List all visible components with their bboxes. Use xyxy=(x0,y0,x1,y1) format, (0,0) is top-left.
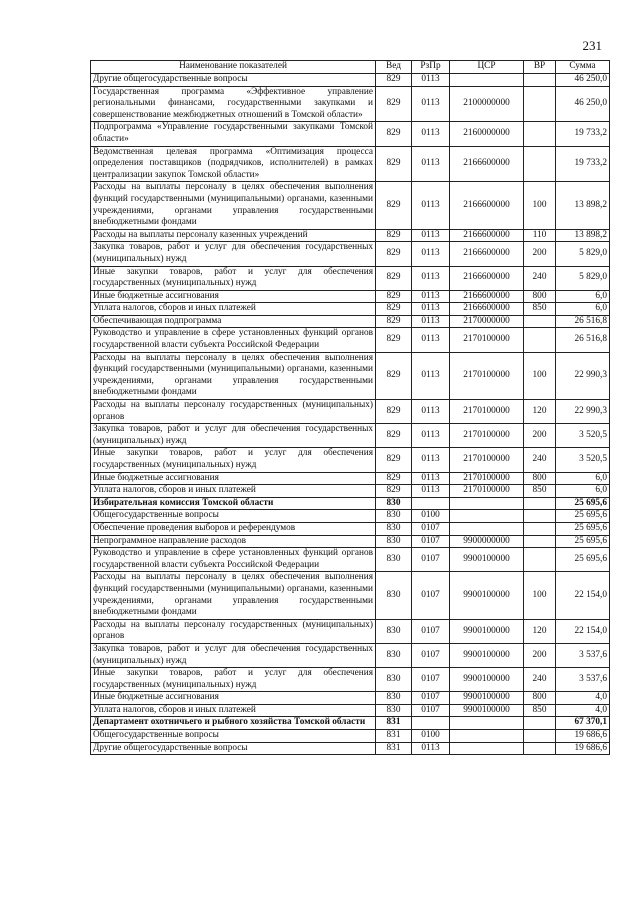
cell-sum: 25 695,6 xyxy=(556,522,610,535)
cell-vr xyxy=(524,730,556,743)
cell-name: Уплата налогов, сборов и иных платежей xyxy=(91,704,376,717)
cell-vr: 800 xyxy=(524,692,556,705)
cell-vr: 100 xyxy=(524,182,556,229)
cell-rzpr xyxy=(412,497,450,510)
cell-ved: 831 xyxy=(376,717,412,730)
cell-rzpr: 0113 xyxy=(412,448,450,472)
cell-rzpr: 0113 xyxy=(412,303,450,316)
table-row xyxy=(91,522,610,535)
cell-csr: 2166600000 xyxy=(450,303,524,316)
cell-name: Государственная программа «Эффективное управление региональными финансами, государственными закупками и совершенствование межбюджетных отношений в Томской области» xyxy=(91,86,376,122)
cell-csr: 2170100000 xyxy=(450,448,524,472)
cell-rzpr: 0113 xyxy=(412,352,450,399)
cell-rzpr: 0100 xyxy=(412,510,450,523)
cell-ved: 830 xyxy=(376,643,412,667)
cell-csr: 9900100000 xyxy=(450,692,524,705)
cell-vr: 120 xyxy=(524,400,556,424)
cell-csr: 2170100000 xyxy=(450,472,524,485)
table-row xyxy=(91,229,610,242)
cell-ved: 830 xyxy=(376,572,412,619)
cell-rzpr: 0113 xyxy=(412,242,450,266)
cell-vr: 850 xyxy=(524,704,556,717)
cell-vr: 240 xyxy=(524,448,556,472)
table-row xyxy=(91,572,610,619)
cell-sum: 5 829,0 xyxy=(556,266,610,290)
cell-ved: 831 xyxy=(376,742,412,755)
cell-name: Общегосударственные вопросы xyxy=(91,510,376,523)
column-header-name: Наименование показателей xyxy=(91,61,376,74)
budget-table xyxy=(90,60,610,755)
cell-name: Обеспечивающая подпрограмма xyxy=(91,315,376,328)
cell-sum: 26 516,8 xyxy=(556,315,610,328)
cell-ved: 829 xyxy=(376,472,412,485)
cell-name: Закупка товаров, работ и услуг для обеспечения государственных (муниципальных) нужд xyxy=(91,643,376,667)
cell-name: Иные бюджетные ассигнования xyxy=(91,290,376,303)
cell-vr xyxy=(524,522,556,535)
cell-csr: 2100000000 xyxy=(450,86,524,122)
table-row xyxy=(91,146,610,182)
cell-rzpr: 0113 xyxy=(412,315,450,328)
cell-ved: 831 xyxy=(376,730,412,743)
cell-sum: 3 520,5 xyxy=(556,448,610,472)
cell-sum: 22 154,0 xyxy=(556,619,610,643)
table-row xyxy=(91,619,610,643)
cell-ved: 830 xyxy=(376,522,412,535)
page-number: 231 xyxy=(582,38,602,53)
cell-rzpr: 0113 xyxy=(412,742,450,755)
cell-rzpr: 0113 xyxy=(412,328,450,352)
cell-ved: 829 xyxy=(376,315,412,328)
cell-ved: 829 xyxy=(376,146,412,182)
cell-ved: 830 xyxy=(376,548,412,572)
cell-name: Руководство и управление в сфере установленных функций органов государственной власти субъекта Российской Федерации xyxy=(91,328,376,352)
cell-rzpr: 0107 xyxy=(412,522,450,535)
cell-sum: 3 537,6 xyxy=(556,668,610,692)
cell-ved: 830 xyxy=(376,497,412,510)
column-header-sum: Сумма xyxy=(556,61,610,74)
table-row xyxy=(91,315,610,328)
cell-rzpr: 0107 xyxy=(412,692,450,705)
table-row xyxy=(91,692,610,705)
cell-csr: 9900100000 xyxy=(450,548,524,572)
cell-csr: 2160000000 xyxy=(450,122,524,146)
cell-sum: 19 686,6 xyxy=(556,742,610,755)
cell-rzpr: 0113 xyxy=(412,86,450,122)
cell-vr xyxy=(524,548,556,572)
cell-csr: 2170100000 xyxy=(450,424,524,448)
cell-sum: 6,0 xyxy=(556,303,610,316)
cell-csr: 9900100000 xyxy=(450,704,524,717)
cell-sum: 4,0 xyxy=(556,692,610,705)
cell-csr: 9900000000 xyxy=(450,535,524,548)
cell-name: Иные бюджетные ассигнования xyxy=(91,472,376,485)
cell-vr xyxy=(524,328,556,352)
cell-csr xyxy=(450,742,524,755)
cell-csr xyxy=(450,497,524,510)
cell-sum: 22 990,3 xyxy=(556,352,610,399)
table-row xyxy=(91,182,610,229)
cell-sum: 46 250,0 xyxy=(556,86,610,122)
cell-sum: 3 537,6 xyxy=(556,643,610,667)
cell-rzpr: 0107 xyxy=(412,643,450,667)
cell-rzpr xyxy=(412,717,450,730)
cell-ved: 829 xyxy=(376,122,412,146)
table-row xyxy=(91,86,610,122)
cell-ved: 830 xyxy=(376,668,412,692)
cell-vr: 110 xyxy=(524,229,556,242)
cell-name: Другие общегосударственные вопросы xyxy=(91,742,376,755)
cell-csr xyxy=(450,717,524,730)
cell-name: Непрограммное направление расходов xyxy=(91,535,376,548)
cell-sum: 13 898,2 xyxy=(556,182,610,229)
cell-vr: 200 xyxy=(524,242,556,266)
cell-csr: 2166600000 xyxy=(450,242,524,266)
table-row xyxy=(91,472,610,485)
cell-rzpr: 0107 xyxy=(412,548,450,572)
cell-sum: 4,0 xyxy=(556,704,610,717)
cell-name: Расходы на выплаты персоналу государственных (муниципальных) органов xyxy=(91,619,376,643)
cell-vr: 100 xyxy=(524,572,556,619)
cell-vr: 200 xyxy=(524,424,556,448)
cell-ved: 829 xyxy=(376,242,412,266)
cell-csr: 2166600000 xyxy=(450,266,524,290)
cell-rzpr: 0107 xyxy=(412,668,450,692)
cell-csr xyxy=(450,510,524,523)
cell-rzpr: 0113 xyxy=(412,146,450,182)
column-header-csr: ЦСР xyxy=(450,61,524,74)
table-row xyxy=(91,400,610,424)
cell-name: Иные закупки товаров, работ и услуг для обеспечения государственных (муниципальных) нужд xyxy=(91,448,376,472)
cell-name: Общегосударственные вопросы xyxy=(91,730,376,743)
cell-csr xyxy=(450,522,524,535)
table-row xyxy=(91,303,610,316)
cell-name: Иные закупки товаров, работ и услуг для обеспечения государственных (муниципальных) нужд xyxy=(91,266,376,290)
table-header-row xyxy=(91,61,610,74)
table-row xyxy=(91,290,610,303)
cell-vr: 850 xyxy=(524,303,556,316)
cell-rzpr: 0113 xyxy=(412,74,450,87)
cell-name: Ведомственная целевая программа «Оптимизация процесса определения поставщиков (подрядчиков, исполнителей) в рамках централизации закупок Томской области» xyxy=(91,146,376,182)
cell-vr xyxy=(524,86,556,122)
cell-name: Уплата налогов, сборов и иных платежей xyxy=(91,485,376,498)
cell-rzpr: 0113 xyxy=(412,122,450,146)
cell-rzpr: 0113 xyxy=(412,472,450,485)
table-row xyxy=(91,742,610,755)
cell-sum: 22 154,0 xyxy=(556,572,610,619)
cell-csr: 2166600000 xyxy=(450,229,524,242)
cell-vr: 850 xyxy=(524,485,556,498)
cell-ved: 829 xyxy=(376,86,412,122)
cell-ved: 830 xyxy=(376,619,412,643)
cell-csr: 9900100000 xyxy=(450,643,524,667)
cell-name: Расходы на выплаты персоналу казенных учреждений xyxy=(91,229,376,242)
cell-name: Избирательная комиссия Томской области xyxy=(91,497,376,510)
cell-name: Иные бюджетные ассигнования xyxy=(91,692,376,705)
cell-ved: 829 xyxy=(376,266,412,290)
table-row xyxy=(91,497,610,510)
cell-csr: 2170000000 xyxy=(450,315,524,328)
table-row xyxy=(91,717,610,730)
cell-ved: 829 xyxy=(376,352,412,399)
cell-rzpr: 0113 xyxy=(412,182,450,229)
cell-sum: 6,0 xyxy=(556,290,610,303)
cell-csr: 9900100000 xyxy=(450,619,524,643)
column-header-ved: Вед xyxy=(376,61,412,74)
table-row xyxy=(91,668,610,692)
cell-name: Подпрограмма «Управление государственными закупками Томской области» xyxy=(91,122,376,146)
table-row xyxy=(91,730,610,743)
cell-sum: 25 695,6 xyxy=(556,510,610,523)
cell-csr xyxy=(450,74,524,87)
cell-name: Иные закупки товаров, работ и услуг для обеспечения государственных (муниципальных) нужд xyxy=(91,668,376,692)
table-row xyxy=(91,548,610,572)
table-row xyxy=(91,352,610,399)
table-row xyxy=(91,424,610,448)
cell-rzpr: 0100 xyxy=(412,730,450,743)
cell-name: Расходы на выплаты персоналу в целях обеспечения выполнения функций государственными (муниципальными) органами, казенными учреждениями, органами управления государственными внебюджетными фондами xyxy=(91,352,376,399)
cell-ved: 829 xyxy=(376,303,412,316)
table-row xyxy=(91,643,610,667)
cell-vr: 240 xyxy=(524,668,556,692)
cell-ved: 829 xyxy=(376,290,412,303)
cell-ved: 830 xyxy=(376,692,412,705)
cell-vr xyxy=(524,315,556,328)
cell-name: Расходы на выплаты персоналу государственных (муниципальных) органов xyxy=(91,400,376,424)
cell-vr xyxy=(524,122,556,146)
cell-vr xyxy=(524,146,556,182)
cell-ved: 829 xyxy=(376,182,412,229)
cell-sum: 13 898,2 xyxy=(556,229,610,242)
cell-rzpr: 0107 xyxy=(412,704,450,717)
cell-vr: 200 xyxy=(524,643,556,667)
cell-ved: 829 xyxy=(376,400,412,424)
table-row xyxy=(91,122,610,146)
cell-rzpr: 0113 xyxy=(412,424,450,448)
cell-sum: 46 250,0 xyxy=(556,74,610,87)
cell-rzpr: 0113 xyxy=(412,229,450,242)
cell-vr xyxy=(524,742,556,755)
column-header-vr: ВР xyxy=(524,61,556,74)
table-row xyxy=(91,448,610,472)
cell-vr xyxy=(524,717,556,730)
cell-csr: 2170100000 xyxy=(450,485,524,498)
cell-rzpr: 0107 xyxy=(412,619,450,643)
cell-ved: 829 xyxy=(376,485,412,498)
cell-sum: 19 686,6 xyxy=(556,730,610,743)
cell-name: Обеспечение проведения выборов и референдумов xyxy=(91,522,376,535)
cell-sum: 6,0 xyxy=(556,472,610,485)
table-row xyxy=(91,74,610,87)
cell-sum: 19 733,2 xyxy=(556,146,610,182)
table-row xyxy=(91,510,610,523)
cell-rzpr: 0113 xyxy=(412,400,450,424)
cell-name: Закупка товаров, работ и услуг для обеспечения государственных (муниципальных) нужд xyxy=(91,242,376,266)
cell-csr: 9900100000 xyxy=(450,572,524,619)
cell-rzpr: 0107 xyxy=(412,572,450,619)
table-row xyxy=(91,242,610,266)
cell-sum: 26 516,8 xyxy=(556,328,610,352)
cell-name: Руководство и управление в сфере установленных функций органов государственной власти субъекта Российской Федерации xyxy=(91,548,376,572)
cell-ved: 830 xyxy=(376,535,412,548)
column-header-rzpr: РзПр xyxy=(412,61,450,74)
cell-ved: 829 xyxy=(376,74,412,87)
cell-vr: 800 xyxy=(524,290,556,303)
cell-name: Уплата налогов, сборов и иных платежей xyxy=(91,303,376,316)
cell-sum: 3 520,5 xyxy=(556,424,610,448)
cell-sum: 19 733,2 xyxy=(556,122,610,146)
cell-sum: 22 990,3 xyxy=(556,400,610,424)
cell-name: Расходы на выплаты персоналу в целях обеспечения выполнения функций государственными (муниципальными) органами, казенными учреждениями, органами управления государственными внебюджетными фондами xyxy=(91,572,376,619)
cell-csr: 2166600000 xyxy=(450,146,524,182)
cell-vr: 800 xyxy=(524,472,556,485)
table-row xyxy=(91,266,610,290)
cell-csr: 2166600000 xyxy=(450,182,524,229)
cell-vr: 240 xyxy=(524,266,556,290)
cell-name: Департамент охотничьего и рыбного хозяйства Томской области xyxy=(91,717,376,730)
cell-csr: 2170100000 xyxy=(450,352,524,399)
cell-csr: 2170100000 xyxy=(450,400,524,424)
cell-vr xyxy=(524,535,556,548)
cell-rzpr: 0107 xyxy=(412,535,450,548)
cell-vr xyxy=(524,74,556,87)
cell-rzpr: 0113 xyxy=(412,485,450,498)
cell-ved: 829 xyxy=(376,328,412,352)
cell-vr xyxy=(524,510,556,523)
cell-vr: 120 xyxy=(524,619,556,643)
cell-csr: 9900100000 xyxy=(450,668,524,692)
cell-ved: 830 xyxy=(376,510,412,523)
cell-name: Закупка товаров, работ и услуг для обеспечения государственных (муниципальных) нужд xyxy=(91,424,376,448)
cell-ved: 830 xyxy=(376,704,412,717)
table-row xyxy=(91,328,610,352)
table-row xyxy=(91,704,610,717)
cell-ved: 829 xyxy=(376,424,412,448)
cell-sum: 67 370,1 xyxy=(556,717,610,730)
cell-sum: 5 829,0 xyxy=(556,242,610,266)
cell-sum: 25 695,6 xyxy=(556,535,610,548)
cell-ved: 829 xyxy=(376,448,412,472)
cell-vr: 100 xyxy=(524,352,556,399)
cell-rzpr: 0113 xyxy=(412,290,450,303)
table-body xyxy=(91,74,610,755)
cell-sum: 25 695,6 xyxy=(556,548,610,572)
cell-csr: 2166600000 xyxy=(450,290,524,303)
cell-csr: 2170100000 xyxy=(450,328,524,352)
cell-sum: 25 695,6 xyxy=(556,497,610,510)
cell-csr xyxy=(450,730,524,743)
cell-ved: 829 xyxy=(376,229,412,242)
table-row xyxy=(91,535,610,548)
cell-name: Другие общегосударственные вопросы xyxy=(91,74,376,87)
cell-vr xyxy=(524,497,556,510)
cell-name: Расходы на выплаты персоналу в целях обеспечения выполнения функций государственными (муниципальными) органами, казенными учреждениями, органами управления государственными внебюджетными фондами xyxy=(91,182,376,229)
cell-rzpr: 0113 xyxy=(412,266,450,290)
cell-sum: 6,0 xyxy=(556,485,610,498)
table-row xyxy=(91,485,610,498)
